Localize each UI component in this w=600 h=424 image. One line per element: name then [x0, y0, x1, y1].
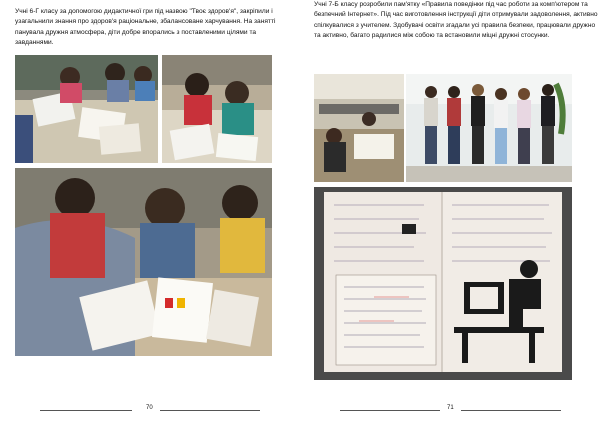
- right-page-number: 71: [447, 405, 454, 411]
- photo-boys-worksheets: [15, 168, 272, 356]
- right-footer-line-left: [340, 410, 440, 411]
- left-footer-line-left: [40, 410, 132, 411]
- photo-boys-top-right: [162, 55, 272, 163]
- left-page-number: 70: [146, 405, 153, 411]
- left-paragraph: Учні 6-Г класу за допомогою дидактичної гри під назвою "Твоє здоров'я", закріпили і узагальнили знання про здоров'я раціональне, збалансоване харчування. На занятті панувала дружня атмосфера, діти добре впорались з поставленими цілями та завданнями.: [15, 8, 276, 47]
- right-footer-line-right: [461, 410, 561, 411]
- photo-booklet: [314, 187, 572, 380]
- left-footer-line-right: [160, 410, 260, 411]
- photo-students-top-left: [15, 55, 158, 163]
- photo-classroom: [314, 74, 404, 182]
- right-paragraph: Учні 7-Б класу розробили пам'ятку «Правила поведінки під час роботи за комп'ютером та безпечний Інтернет». Під час виготовлення інструкції діти отримували задоволення, активно спілкувалися з учителем. Здобувачі освіти згадали усі правила безпеки, працювали дружно та активно, багато радилися між собою та встановили міцні дружні стосунки.: [314, 1, 598, 40]
- photo-students-standing: [406, 74, 572, 182]
